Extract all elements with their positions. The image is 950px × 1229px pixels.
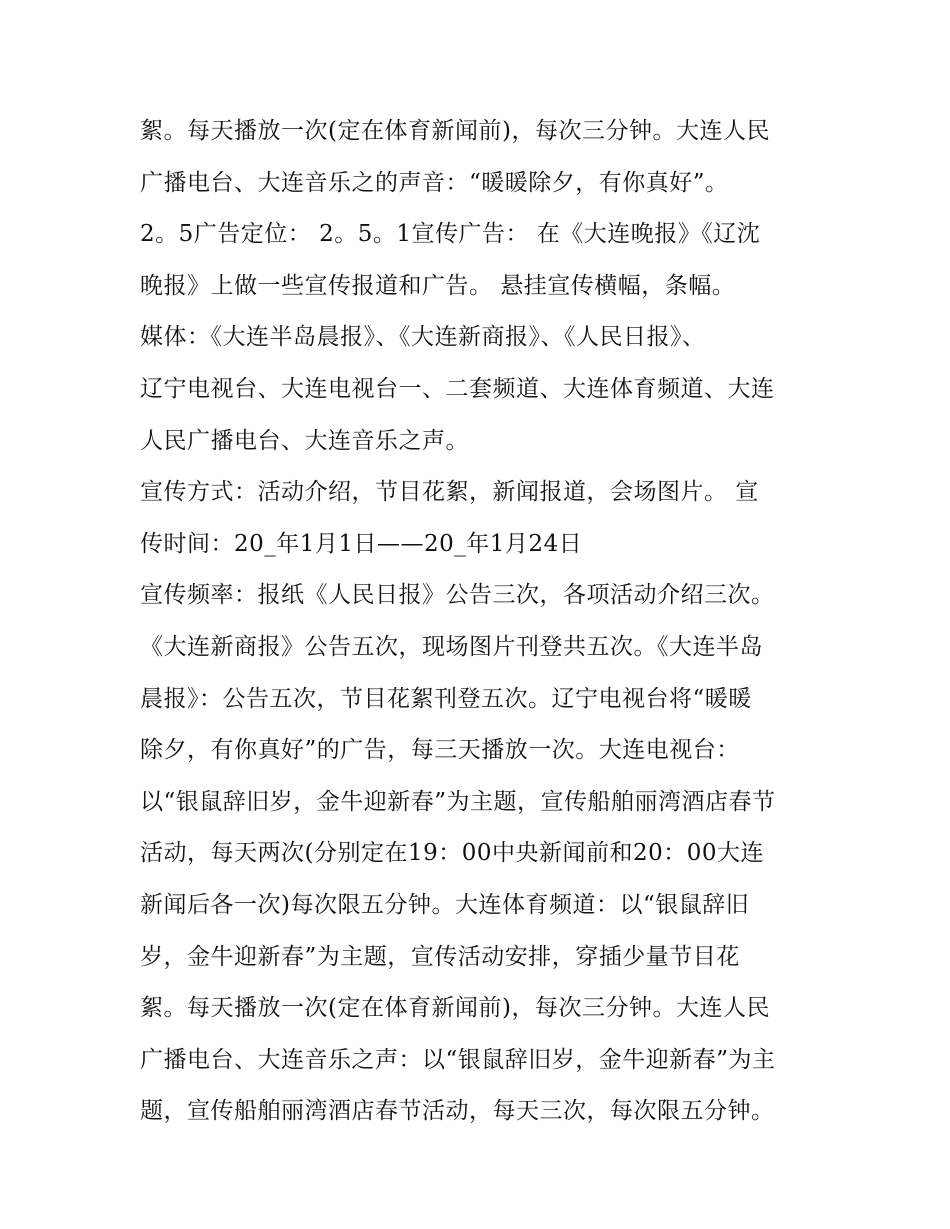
text-line-6: 辽宁电视台、大连电视台一、二套频道、大连体育频道、大连 <box>140 375 775 402</box>
text-line-11: 《大连新商报》公告五次，现场图片刊登共五次。《大连半岛 <box>140 633 763 660</box>
text-line-18: 絮。每天播放一次(定在体育新闻前)，每次三分钟。大连人民 <box>140 995 770 1022</box>
text-line-12: 晨报》：公告五次，节目花絮刊登五次。辽宁电视台将“暖暖 <box>140 685 752 712</box>
text-line-19: 广播电台、大连音乐之声：以“银鼠辞旧岁，金牛迎新春”为主 <box>140 1046 776 1073</box>
text-line-17: 岁，金牛迎新春”为主题，宣传活动安排，穿插少量节目花 <box>140 943 740 970</box>
text-line-3: 2。5广告定位： 2。5。1宣传广告： 在《大连晚报》《辽沈 <box>140 221 761 248</box>
body-text <box>140 106 820 1138</box>
text-line-14: 以“银鼠辞旧岁，金牛迎新春”为主题，宣传船舶丽湾酒店春节 <box>140 788 776 815</box>
text-line-4: 晚报》上做一些宣传报道和广告。 悬挂宣传横幅，条幅。 <box>140 272 736 299</box>
text-line-13: 除夕，有你真好”的广告，每三天播放一次。大连电视台： <box>140 737 740 764</box>
text-line-2: 广播电台、大连音乐之的声音：“暖暖除夕，有你真好”。 <box>140 169 729 196</box>
text-line-7: 人民广播电台、大连音乐之声。 <box>140 427 469 454</box>
text-line-8: 宣传方式：活动介绍，节目花絮，新闻报道，会场图片。 宣 <box>140 479 759 506</box>
text-line-10: 宣传频率：报纸《人民日报》公告三次，各项活动介绍三次。 <box>140 582 775 609</box>
text-line-5: 媒体：《大连半岛晨报》、《大连新商报》、《人民日报》、 <box>140 324 706 351</box>
text-line-16: 新闻后各一次)每次限五分钟。大连体育频道：以“银鼠辞旧 <box>140 891 750 918</box>
text-line-20: 题，宣传船舶丽湾酒店春节活动，每天三次，每次限五分钟。 <box>140 1098 775 1125</box>
text-line-9: 传时间：20_年1月1日——20_年1月24日 <box>140 530 583 557</box>
text-line-1: 絮。每天播放一次(定在体育新闻前)，每次三分钟。大连人民 <box>140 118 770 144</box>
text-line-15: 活动，每天两次(分别定在19：00中央新闻前和20：00大连 <box>140 840 765 867</box>
